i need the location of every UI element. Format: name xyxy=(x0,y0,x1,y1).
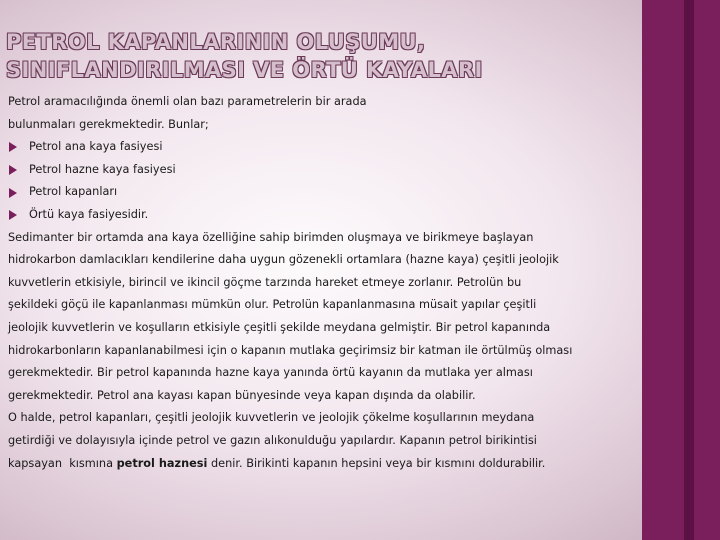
bullet-text: Petrol hazne kaya fasiyesi xyxy=(29,162,176,176)
paragraph1-line: hidrokarbon damlacıkları kendilerine daha uygun gözenekli ortamlara (hazne kaya) çeşitli jeolojik xyxy=(8,253,559,267)
petrol-haznesi-term: petrol haznesi xyxy=(116,456,208,470)
paragraph1-line: şekildeki göçü ile kapanlanması mümkün olur. Petrolün kapanlanmasına müsait yapılar çeşitli xyxy=(8,298,537,312)
arrow-bullet-icon xyxy=(9,142,17,152)
paragraph2-line3-start: kapsayan kısmına xyxy=(8,456,117,470)
intro-line-2: bulunmaları gerekmektedir. Bunlar; xyxy=(8,117,209,131)
paragraph2-line-1: O halde, petrol kapanları, çeşitli jeolojik kuvvetlerin ve jeolojik çökelme koşullarının meydana xyxy=(8,411,535,425)
paragraph2-line-3 xyxy=(8,453,636,476)
slide-title xyxy=(6,28,636,84)
paragraph2-line-2: getirdiği ve dolayısıyla içinde petrol ve gazın alıkonulduğu yapılardır. Kapanın petrol birikintisi xyxy=(8,433,537,447)
paragraph2-line3-end: denir. Birikinti kapanın hepsini veya bir kısmını doldurabilir. xyxy=(207,456,546,470)
paragraph1-line: gerekmektedir. Bir petrol kapanında hazne kaya yanında örtü kayanın da mutlaka yer alması xyxy=(8,366,533,380)
paragraph1-line: gerekmektedir. Petrol ana kayası kapan bünyesinde veya kapan dışında da olabilir. xyxy=(8,388,476,402)
paragraph1-line: hidrokarbonların kapanlanabilmesi için o kapanın mutlaka geçirimsiz bir katman ile örtülmüş olması xyxy=(8,343,573,357)
title-line-1: PETROL KAPANLARININ OLUŞUMU, xyxy=(6,30,426,54)
bullet-text: Örtü kaya fasiyesidir. xyxy=(29,207,149,221)
slide-body xyxy=(8,91,636,475)
bullet-item xyxy=(8,136,636,159)
bullet-item xyxy=(8,159,636,182)
decorative-sidebar-stripe xyxy=(684,0,694,540)
paragraph1-line: jeolojik kuvvetlerin ve koşulların etkisiyle çeşitli şekilde meydana gelmiştir. Bir petrol kapanında xyxy=(8,320,551,334)
bullet-item xyxy=(8,204,636,227)
bullet-text: Petrol kapanları xyxy=(29,185,118,199)
title-line-2: SINIFLANDIRILMASI VE ÖRTÜ KAYALARI xyxy=(6,58,483,82)
paragraph1-line: kuvvetlerin etkisiyle, birincil ve ikincil göçme tarzında hareket etmeye zorlanır. Petrolün bu xyxy=(8,275,522,289)
bullet-text: Petrol ana kaya fasiyesi xyxy=(29,140,163,154)
paragraph1-line: Sedimanter bir ortamda ana kaya özelliğine sahip birimden oluşmaya ve birikmeye başlayan xyxy=(8,230,534,244)
arrow-bullet-icon xyxy=(9,165,17,175)
arrow-bullet-icon xyxy=(9,188,17,198)
intro-line-1: Petrol aramacılığında önemli olan bazı parametrelerin bir arada xyxy=(8,95,367,108)
bullet-item xyxy=(8,181,636,204)
arrow-bullet-icon xyxy=(9,210,17,220)
decorative-sidebar xyxy=(642,0,720,540)
